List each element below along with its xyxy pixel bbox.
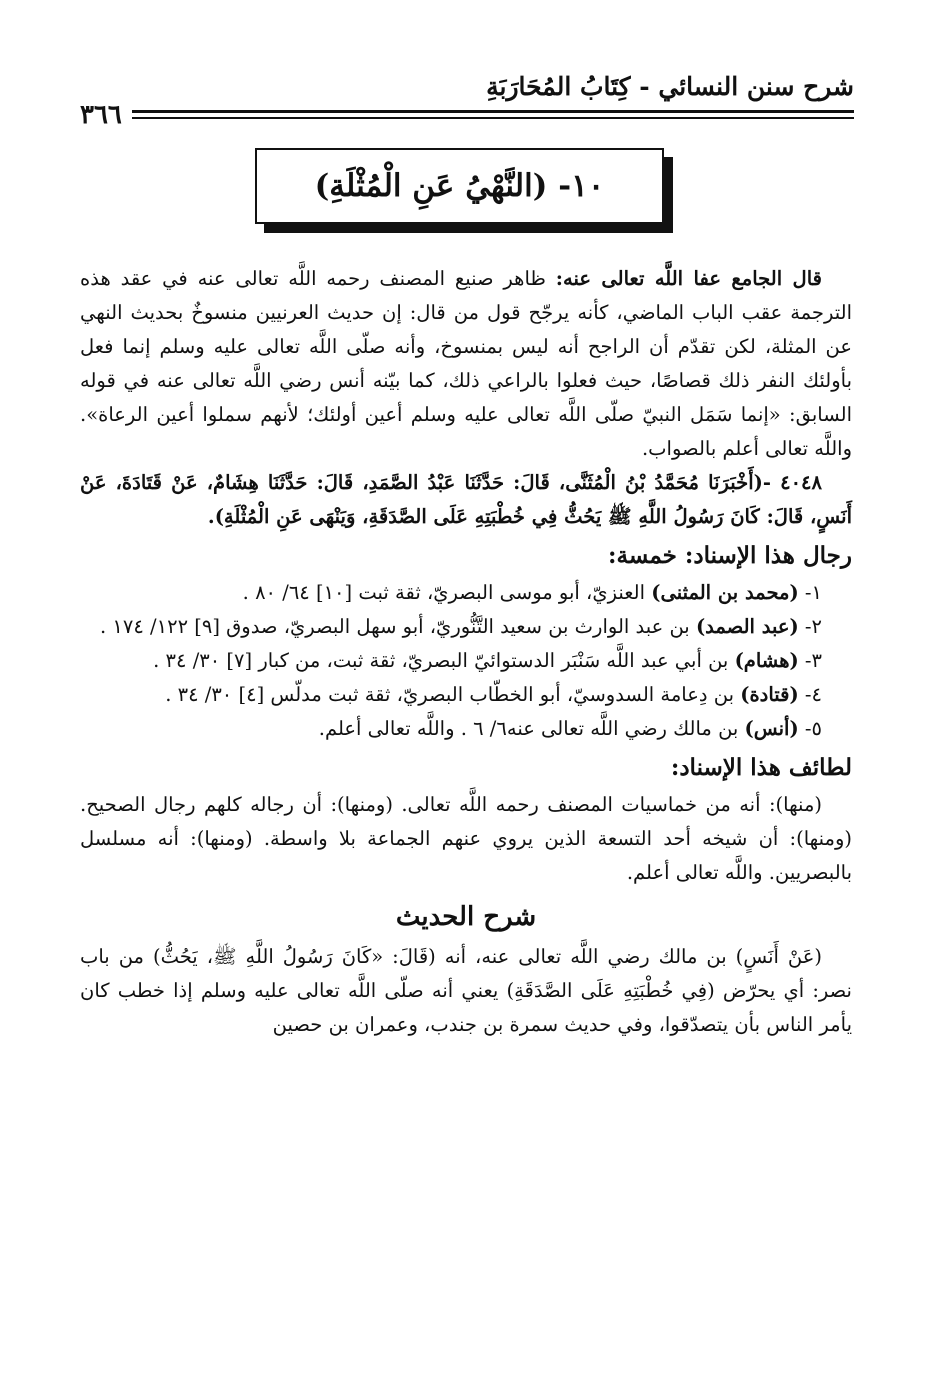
- subtleties-paragraph: (منها): أنه من خماسيات المصنف رحمه اللَّه تعالى. (ومنها): أن رجاله كلهم رجال الصحيح. (ومنها): أن شيخه أحد التسعة الذين يروي عنهم الجماعة بلا واسطة. (ومنها): أنه مسلسل بالبصريين. واللَّه تعالى أعلم.: [80, 793, 852, 884]
- narrator-desc: بن مالك رضي اللَّه تعالى عنه٦/ ٦ . واللَّه تعالى أعلم.: [318, 717, 739, 740]
- narrator-desc: بن أبي عبد اللَّه سَنْبَر الدستوائيّ البصريّ، ثقة ثبت، من كبار [٧] ٣٠/ ٣٤ .: [153, 649, 729, 672]
- commentary-paragraph: (عَنْ أَنَسٍ) بن مالك رضي اللَّه تعالى عنه، أنه (قَالَ: «كَانَ رَسُولُ اللَّهِ ﷺ، يَحُثُّ) من باب نصر: أي يحرّض (فِي خُطْبَتِهِ عَلَى الصَّدَقَةِ) يعني أنه صلّى اللَّه تعالى عليه وسلم إذا خطب كان يأمر الناس بأن يتصدّقوا، وفي حديث سمرة بن جندب، وعمران بن حصين: [80, 945, 852, 1036]
- narrator-number: ٢-: [804, 615, 822, 638]
- chapter-title: ١٠- (النَّهْيُ عَنِ الْمُثْلَةِ): [314, 168, 605, 204]
- narrator-name: (قتادة): [740, 683, 799, 706]
- commentary-heading: شرح الحديث: [395, 902, 537, 932]
- narrator-desc: بن عبد الوارث بن سعيد التَّنُّوريّ، أبو سهل البصريّ، صدوق [٩] ١٢٢/ ١٧٤ .: [100, 615, 690, 638]
- narrator-desc: العنزيّ، أبو موسى البصريّ، ثقة ثبت [١٠] ٦٤/ ٨٠ .: [242, 581, 646, 604]
- narrator-name: (عبد الصمد): [695, 615, 799, 638]
- header-rule-double: [75, 117, 854, 119]
- header-rule: [75, 110, 854, 113]
- narrator-number: ٥-: [804, 717, 822, 740]
- page-number: ٣٦٦: [70, 100, 132, 130]
- narrator-name: (هشام): [734, 649, 799, 672]
- narrator-name: (أنس): [744, 717, 799, 740]
- narrator-name: (محمد بن المثنى): [651, 581, 799, 604]
- chapter-title-box: [255, 148, 664, 224]
- narrator-item: [80, 610, 852, 644]
- narrator-item: [80, 576, 852, 610]
- subtleties-heading: لطائف هذا الإسناد:: [670, 754, 852, 781]
- narrator-item: [80, 712, 852, 746]
- narrator-number: ٣-: [804, 649, 822, 672]
- running-header: [70, 66, 854, 130]
- intro-lead: قال الجامع عفا اللَّه تعالى عنه:: [555, 267, 822, 290]
- narrator-item: [80, 678, 852, 712]
- narrator-number: ١-: [804, 581, 822, 604]
- narrator-desc: بن دِعامة السدوسيّ، أبو الخطّاب البصريّ، ثقة ثبت مدلّس [٤] ٣٠/ ٣٤ .: [165, 683, 735, 706]
- intro-paragraph: [80, 262, 852, 466]
- narrator-number: ٤-: [804, 683, 822, 706]
- narrators-heading: رجال هذا الإسناد: خمسة:: [608, 542, 852, 569]
- hadith-text: ٤٠٤٨ -(أَخْبَرَنَا مُحَمَّدُ بْنُ الْمُثَنَّى، قَالَ: حَدَّثَنَا عَبْدُ الصَّمَدِ، قَالَ: حَدَّثَنَا هِشَامٌ، عَنْ قَتَادَةَ، عَنْ أَنَسٍ، قَالَ: كَانَ رَسُولُ اللَّهِ ﷺ يَحُثُّ فِي خُطْبَتِهِ عَلَى الصَّدَقَةِ، وَيَنْهَى عَنِ الْمُثْلَةِ).: [80, 471, 852, 528]
- intro-text: ظاهر صنيع المصنف رحمه اللَّه تعالى عنه في عقد هذه الترجمة عقب الباب الماضي، كأنه يرجّح قول من قال: إن حديث العرنيين منسوخٌ بحديث النهي عن المثلة، لكن تقدّم أن الراجح أنه ليس بمنسوخ، وأنه صلّى اللَّه تعالى عليه وسلم إنما فعل بأولئك النفر ذلك قصاصًا، حيث فعلوا بالراعي ذلك، كما بيّنه أنس رضي اللَّه تعالى عنه في قوله السابق: «إنما سَمَل النبيّ صلّى اللَّه تعالى عليه وسلم أعين أولئك؛ لأنهم سملوا أعين الرعاة». واللَّه تعالى أعلم بالصواب.: [80, 267, 852, 460]
- main-text: [80, 262, 852, 1042]
- narrator-item: [80, 644, 852, 678]
- running-title: شرح سنن النسائي - كِتَابُ المُحَارَبَةِ: [486, 72, 854, 101]
- hadith-paragraph: [80, 466, 852, 534]
